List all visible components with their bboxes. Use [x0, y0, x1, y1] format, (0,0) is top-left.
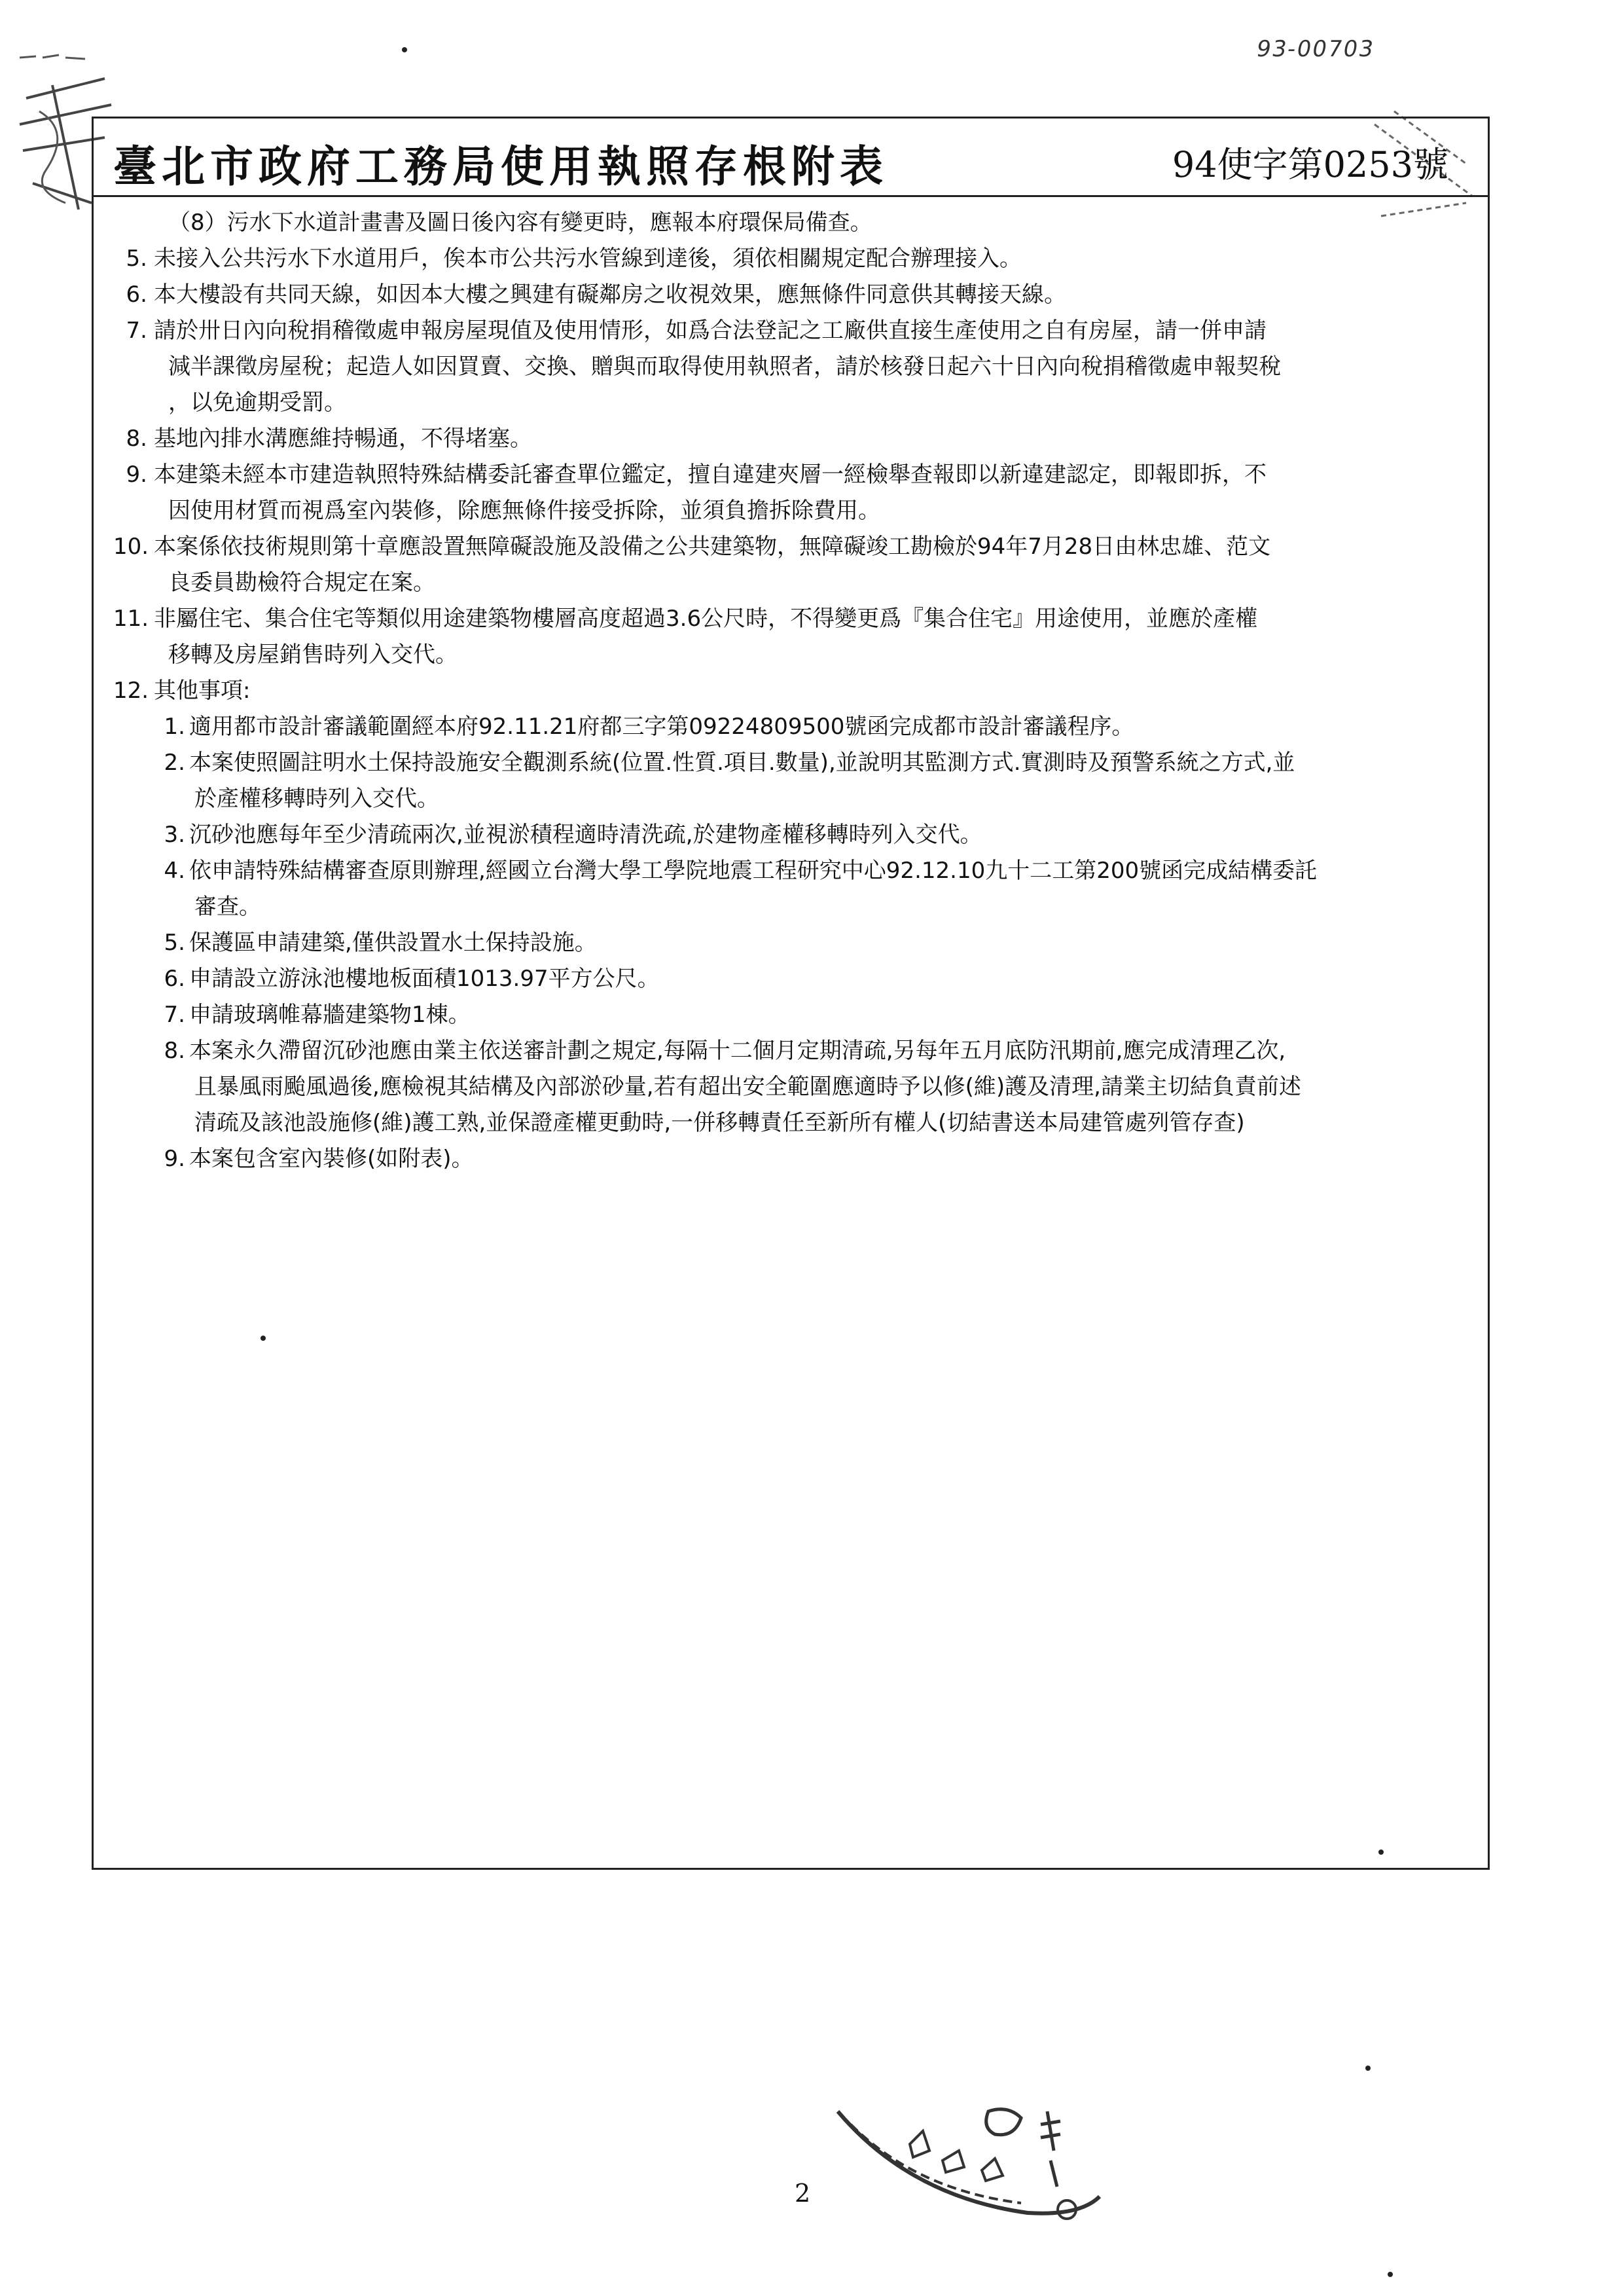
line-text: 未接入公共污水下水道用戶，俟本市公共污水管線到達後，須依相關規定配合辦理接入。	[154, 246, 1022, 272]
sub-item-number: 6.	[164, 966, 185, 992]
text-line	[113, 817, 1462, 853]
line-text: 本案包含室內裝修(如附表)。	[189, 1146, 474, 1172]
sub-item-number: 7.	[164, 1002, 185, 1028]
text-line	[113, 205, 1462, 241]
line-text: 基地內排水溝應維持暢通，不得堵塞。	[154, 426, 532, 452]
text-line	[113, 241, 1462, 277]
text-line	[113, 673, 1462, 709]
text-line	[113, 1141, 1462, 1177]
sub-item-number: 1.	[164, 714, 185, 740]
text-line	[113, 1069, 1462, 1105]
line-text: 適用都市設計審議範圍經本府92.11.21府都三字第09224809500號函完成都市設計審議程序。	[189, 714, 1134, 740]
text-line	[113, 1105, 1462, 1141]
text-line	[113, 349, 1462, 385]
line-text: 保護區申請建築,僅供設置水土保持設施。	[189, 930, 597, 956]
text-line	[113, 853, 1462, 889]
line-text: 本案係依技術規則第十章應設置無障礙設施及設備之公共建築物，無障礙竣工勘檢於94年7月28日由林忠雄、范文	[154, 534, 1271, 560]
line-text: （8）污水下水道計畫書及圖日後內容有變更時，應報本府環保局備查。	[168, 210, 872, 236]
line-text: ，以免逾期受罰。	[168, 390, 346, 416]
official-seal-stamp	[831, 2098, 1106, 2236]
text-line	[113, 493, 1462, 529]
item-number: 6.	[126, 282, 147, 308]
sub-item-number: 5.	[164, 930, 185, 956]
sub-item-number: 8.	[164, 1038, 185, 1064]
scan-dot	[1388, 2272, 1393, 2277]
text-line	[113, 637, 1462, 673]
sub-item-number: 2.	[164, 750, 185, 776]
line-text: 審查。	[194, 894, 261, 920]
top-right-scan-mark: 93-00703	[1254, 36, 1377, 62]
line-text: 且暴風雨颱風過後,應檢視其結構及內部淤砂量,若有超出安全範圍應適時予以修(維)護及清理,請業主切結負責前述	[194, 1074, 1301, 1100]
sub-item-number: 3.	[164, 822, 185, 848]
text-line	[113, 421, 1462, 457]
line-text: 非屬住宅、集合住宅等類似用途建築物樓層高度超過3.6公尺時，不得變更爲『集合住宅』用途使用，並應於產權	[154, 606, 1258, 632]
line-text: 本案使照圖註明水土保持設施安全觀測系統(位置.性質.項目.數量),並說明其監測方式.實測時及預警系統之方式,並	[189, 750, 1295, 776]
item-number: 9.	[126, 462, 147, 488]
text-line	[113, 709, 1462, 745]
text-line	[113, 277, 1462, 313]
title-bar	[94, 118, 1488, 197]
sub-item-number: 4.	[164, 858, 185, 884]
line-text: 減半課徵房屋稅；起造人如因買賣、交換、贈與而取得使用執照者，請於核發日起六十日內向稅捐稽徵處申報契稅	[168, 354, 1281, 380]
document-title: 臺北市政府工務局使用執照存根附表	[113, 141, 888, 192]
item-number: 10.	[113, 534, 149, 560]
scan-dot	[402, 47, 407, 52]
line-text: 申請玻璃帷幕牆建築物1棟。	[189, 1002, 471, 1028]
sub-item-number: 9.	[164, 1146, 185, 1172]
text-line	[113, 565, 1462, 601]
text-line	[113, 1033, 1462, 1069]
page-number: 2	[795, 2179, 811, 2208]
text-line	[113, 889, 1462, 925]
text-line	[113, 961, 1462, 997]
item-number: 8.	[126, 426, 147, 452]
line-text: 本案永久滯留沉砂池應由業主依送審計劃之規定,每隔十二個月定期清疏,另每年五月底防汛期前,應完成清理乙次,	[189, 1038, 1286, 1064]
text-line	[113, 385, 1462, 421]
line-text: 依申請特殊結構審查原則辦理,經國立台灣大學工學院地震工程研究中心92.12.10九十二工第200號函完成結構委託	[189, 858, 1318, 884]
line-text: 申請設立游泳池樓地板面積1013.97平方公尺。	[189, 966, 660, 992]
line-text: 清疏及該池設施修(維)護工熟,並保證產權更動時,一併移轉責任至新所有權人(切結書送本局建管處列管存查)	[194, 1110, 1245, 1136]
item-number: 12.	[113, 678, 149, 704]
item-number: 7.	[126, 318, 147, 344]
document-frame	[92, 117, 1490, 1870]
text-line	[113, 997, 1462, 1033]
line-text: 移轉及房屋銷售時列入交代。	[168, 642, 458, 668]
line-text: 請於卅日內向稅捐稽徵處申報房屋現值及使用情形，如爲合法登記之工廠供直接生產使用之自有房屋，請一併申請	[154, 318, 1267, 344]
text-line	[113, 781, 1462, 817]
line-text: 沉砂池應每年至少清疏兩次,並視淤積程適時清洗疏,於建物產權移轉時列入交代。	[189, 822, 982, 848]
text-line	[113, 601, 1462, 637]
document-body	[113, 205, 1462, 1177]
top-left-scan-mark	[20, 51, 92, 64]
text-line	[113, 457, 1462, 493]
line-text: 本大樓設有共同天線，如因本大樓之興建有礙鄰房之收視效果，應無條件同意供其轉接天線。	[154, 282, 1066, 308]
line-text: 良委員勘檢符合規定在案。	[168, 570, 435, 596]
item-number: 11.	[113, 606, 149, 632]
line-text: 因使用材質而視爲室內裝修，除應無條件接受拆除，並須負擔拆除費用。	[168, 498, 880, 524]
scan-dot	[1365, 2066, 1371, 2071]
line-text: 於產權移轉時列入交代。	[194, 786, 439, 812]
document-number: 94使字第0253號	[1172, 144, 1448, 185]
item-number: 5.	[126, 246, 147, 272]
text-line	[113, 745, 1462, 781]
text-line	[113, 313, 1462, 349]
line-text: 本建築未經本市建造執照特殊結構委託審查單位鑑定，擅自違建夾層一經檢舉查報即以新違建認定，即報即拆，不	[154, 462, 1267, 488]
text-line	[113, 529, 1462, 565]
line-text: 其他事項:	[154, 678, 251, 704]
text-line	[113, 925, 1462, 961]
